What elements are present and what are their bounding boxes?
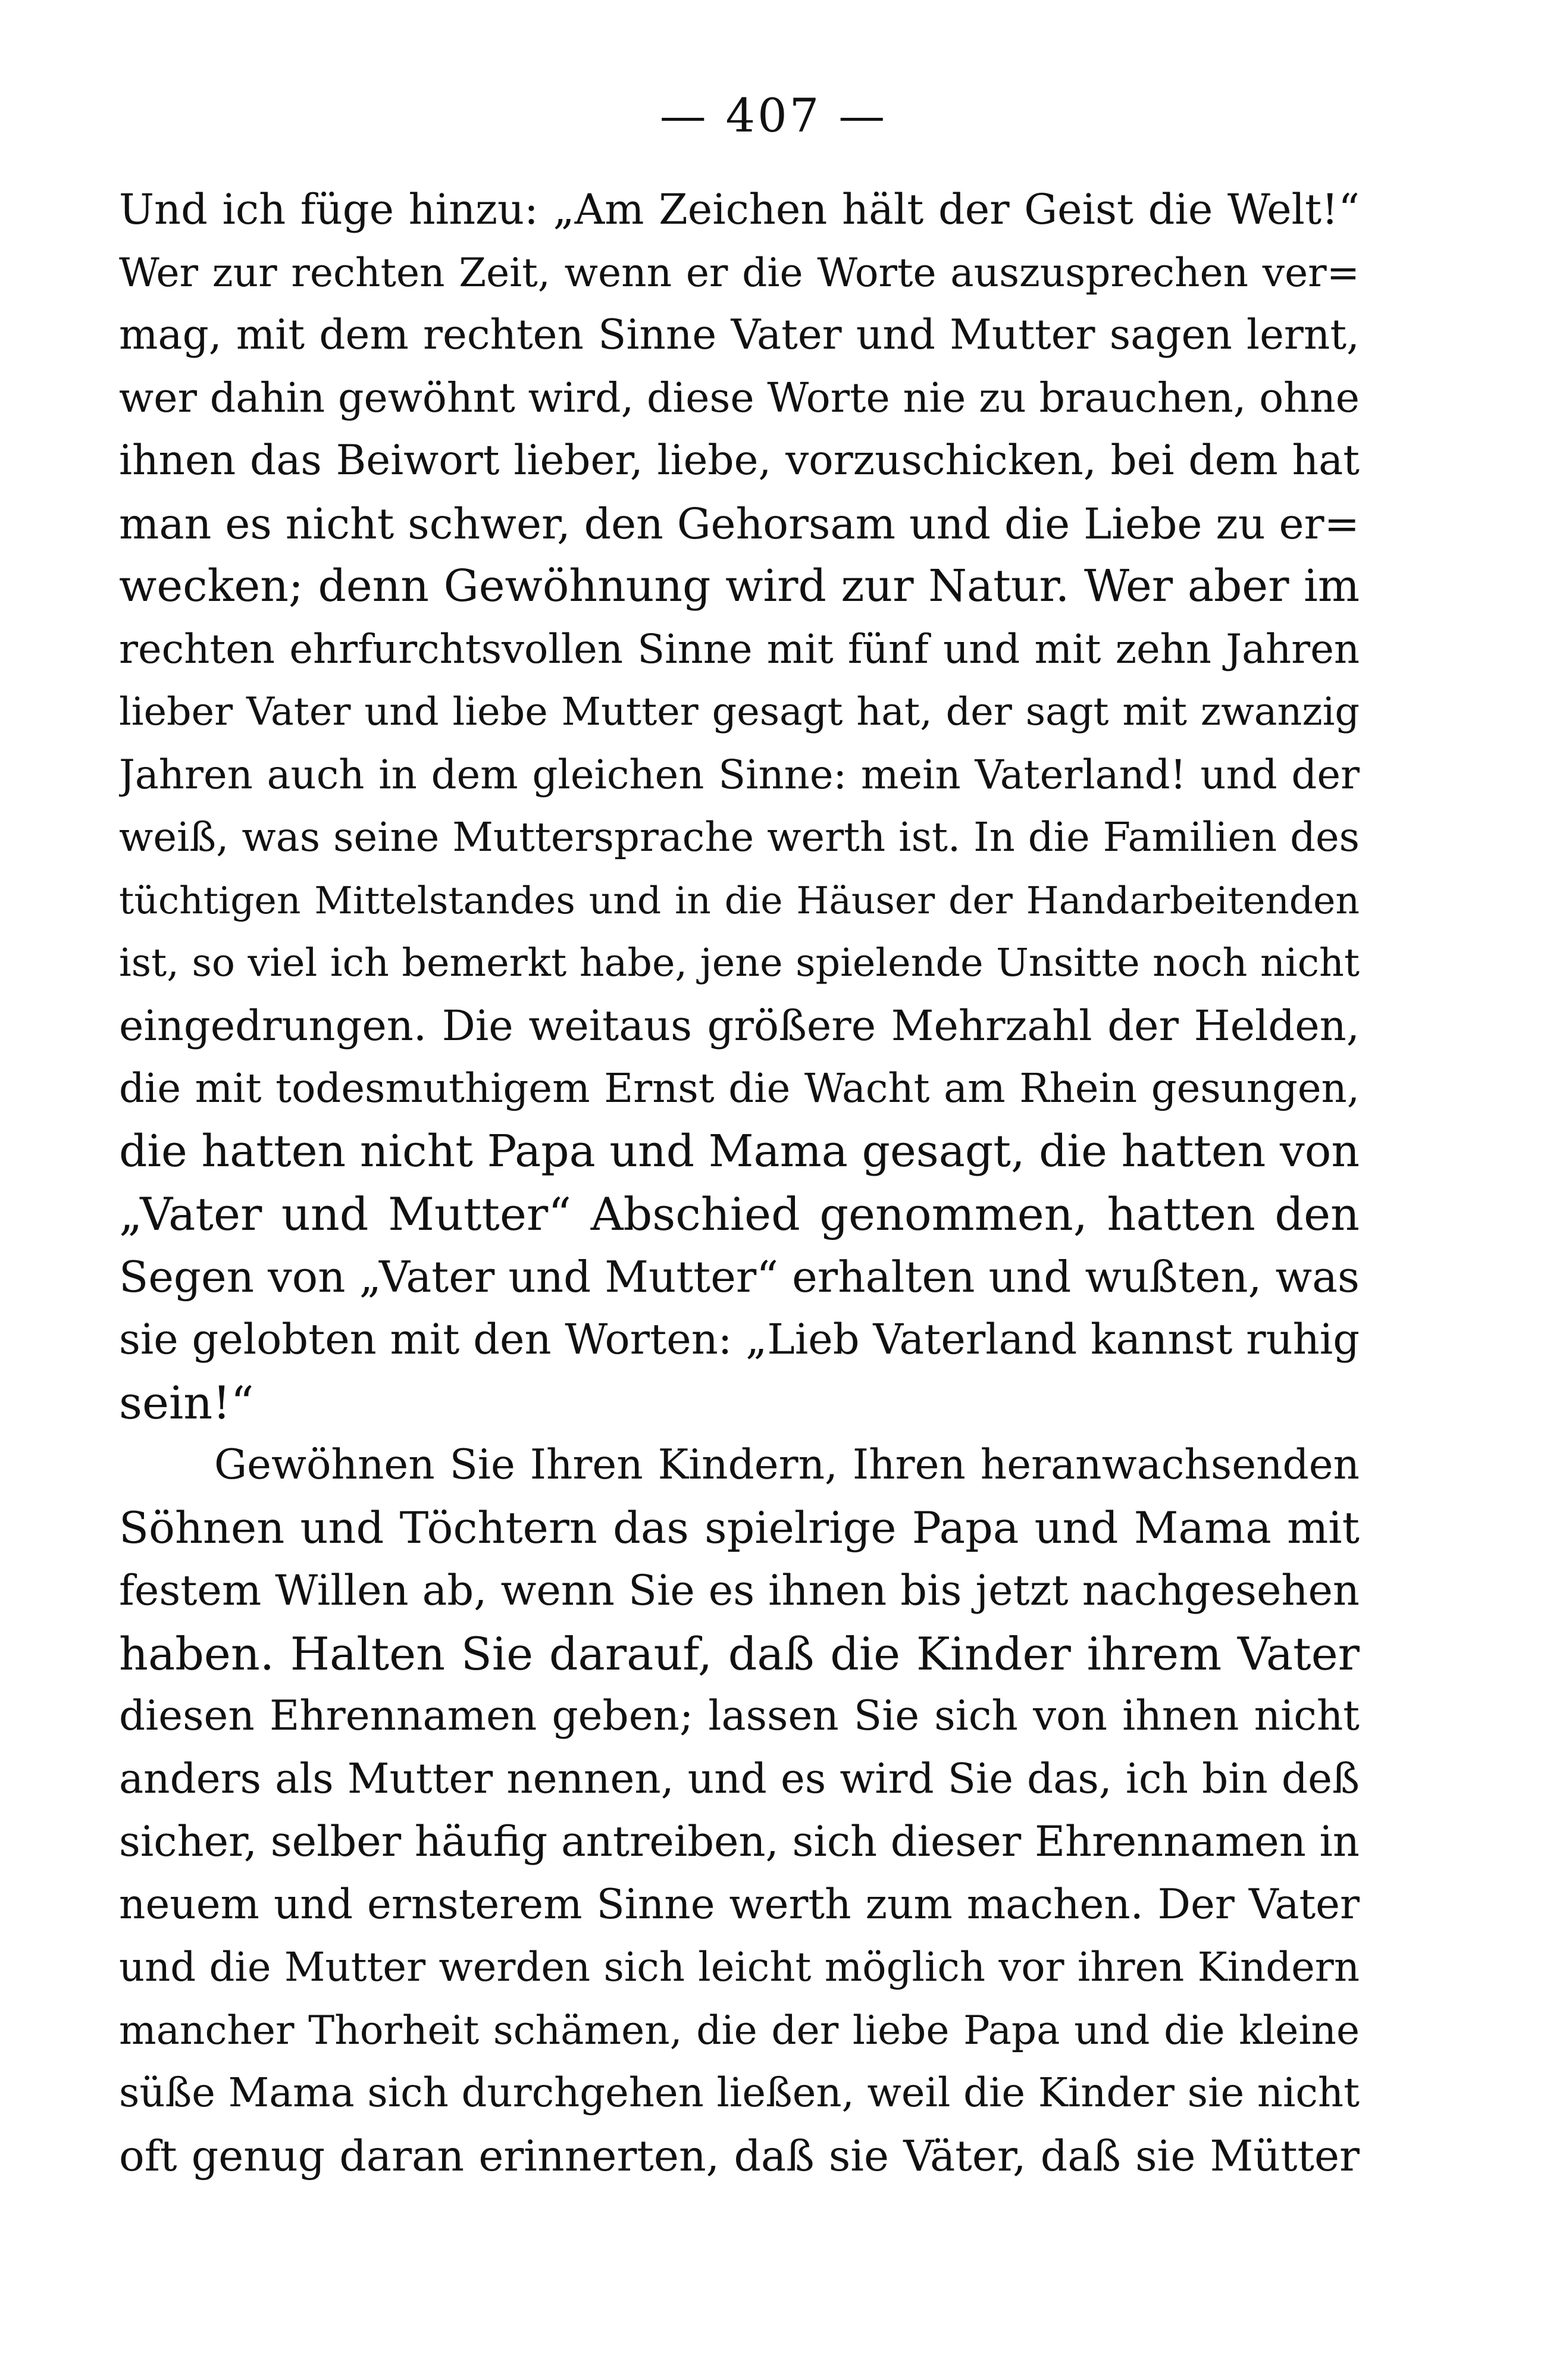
text-line: tüchtigen Mittelstandes und in die Häuser der Handarbeitenden <box>119 878 1360 922</box>
text-line: lieber Vater und liebe Mutter gesagt hat, der sagt mit zwanzig <box>119 690 1360 734</box>
paragraph-2 <box>119 1434 1360 2187</box>
text-line: ihnen das Beiwort lieber, liebe, vorzuschicken, bei dem hat <box>119 437 1360 484</box>
text-line: ist, so viel ich bemerkt habe, jene spielende Unsitte noch nicht <box>119 941 1360 985</box>
text-line: mancher Thorheit schämen, die der liebe Papa und die kleine <box>119 2007 1360 2053</box>
body-text <box>119 178 1360 2187</box>
text-line: eingedrungen. Die weitaus größere Mehrzahl der Helden, <box>119 1001 1360 1050</box>
text-line: mag, mit dem rechten Sinne Vater und Mutter sagen lernt, <box>119 311 1360 359</box>
text-line: rechten ehrfurchtsvollen Sinne mit fünf und mit zehn Jahren <box>119 625 1360 672</box>
text-line: süße Mama sich durchgehen ließen, weil die Kinder sie nicht <box>119 2069 1360 2116</box>
text-line: Wer zur rechten Zeit, wenn er die Worte auszusprechen ver= <box>119 249 1360 296</box>
paragraph-1 <box>119 178 1360 1434</box>
text-line: wer dahin gewöhnt wird, diese Worte nie zu brauchen, ohne <box>119 374 1360 422</box>
text-line: anders als Mutter nennen, und es wird Sie das, ich bin deß <box>119 1755 1360 1803</box>
text-line: Jahren auch in dem gleichen Sinne: mein Vaterland! und der <box>119 751 1360 798</box>
text-line: Gewöhnen Sie Ihren Kindern, Ihren heranwachsenden <box>214 1441 1360 1489</box>
text-line: „Vater und Mutter“ Abschied genommen, hatten den <box>119 1188 1360 1241</box>
text-line: weiß, was seine Muttersprache werth ist. In die Familien des <box>119 814 1360 860</box>
text-line: Segen von „Vater und Mutter“ erhalten und wußten, was <box>119 1251 1360 1302</box>
text-line: haben. Halten Sie darauf, daß die Kinder ihrem Vater <box>119 1627 1360 1680</box>
text-line: Söhnen und Töchtern das spielrige Papa und Mama mit <box>119 1502 1360 1554</box>
text-line: sein!“ <box>119 1376 254 1429</box>
text-line: man es nicht schwer, den Gehorsam und die Liebe zu er= <box>119 499 1360 549</box>
text-line: oft genug daran erinnerten, daß sie Väter, daß sie Mütter <box>119 2131 1360 2181</box>
text-line: wecken; denn Gewöhnung wird zur Natur. Wer aber im <box>119 560 1360 612</box>
text-line: und die Mutter werden sich leicht möglich vor ihren Kindern <box>119 1944 1360 1990</box>
text-line: sie gelobten mit den Worten: „Lieb Vaterland kannst ruhig <box>119 1315 1360 1364</box>
text-line: Und ich füge hinzu: „Am Zeichen hält der Geist die Welt!“ <box>119 185 1360 234</box>
text-line: diesen Ehrennamen geben; lassen Sie sich von ihnen nicht <box>119 1692 1360 1740</box>
text-line: sicher, selber häufig antreiben, sich dieser Ehrennamen in <box>119 1817 1360 1866</box>
text-line: die hatten nicht Papa und Mama gesagt, die hatten von <box>119 1125 1360 1177</box>
text-line: die mit todesmuthigem Ernst die Wacht am Rhein gesungen, <box>119 1065 1360 1111</box>
text-line: festem Willen ab, wenn Sie es ihnen bis jetzt nachgesehen <box>119 1566 1360 1615</box>
page-number: — 407 — <box>659 89 888 143</box>
text-line: neuem und ernsterem Sinne werth zum machen. Der Vater <box>119 1880 1360 1928</box>
